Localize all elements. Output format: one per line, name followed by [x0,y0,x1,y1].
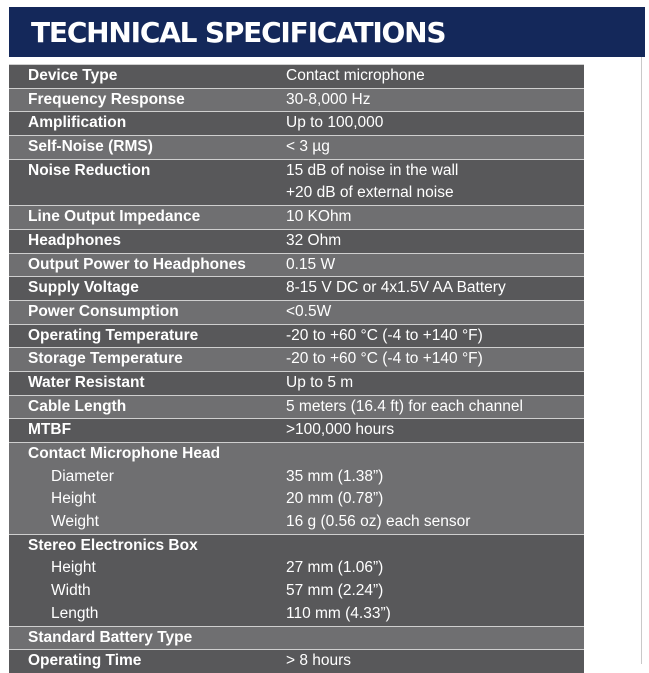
spec-label: Frequency Response [28,90,185,108]
spec-row [9,135,584,159]
spec-row [9,418,584,442]
spec-label: Operating Temperature [28,326,199,344]
spec-value: 20 mm (0.78”) [286,490,384,508]
spec-row [9,64,584,88]
spec-value: +20 dB of external noise [286,184,454,202]
spec-value: > 8 hours [286,652,352,670]
spec-value: 35 mm (1.38”) [286,467,384,485]
spec-value: 15 dB of noise in the wall [286,161,459,179]
spec-label: Standard Battery Type [28,628,193,646]
spec-value: -20 to +60 °C (-4 to +140 °F) [286,326,483,344]
spec-value: 30-8,000 Hz [286,90,371,108]
spec-value: -20 to +60 °C (-4 to +140 °F) [286,350,483,368]
spec-label: Headphones [28,231,122,249]
spec-row [9,205,584,229]
spec-label: Stereo Electronics Box [28,536,198,554]
spec-row [9,88,584,112]
spec-value: 0.15 W [286,255,336,273]
spec-value: 32 Ohm [286,231,342,249]
spec-row [9,324,584,348]
page-title: TECHNICAL SPECIFICATIONS [31,16,446,49]
spec-value: 8-15 V DC or 4x1.5V AA Battery [286,279,506,297]
spec-row [9,276,584,300]
spec-label: Device Type [28,67,118,84]
spec-label: Contact Microphone Head [28,445,221,462]
spec-value: Contact microphone [286,67,425,84]
spec-sublabel: Length [51,604,99,622]
spec-sublabel: Width [51,582,91,600]
spec-label: Power Consumption [28,302,179,320]
spec-value: < 3 µg [286,138,330,156]
spec-label: Output Power to Headphones [28,255,246,273]
spec-label: MTBF [28,421,72,439]
spec-value: 27 mm (1.06”) [286,559,384,577]
spec-row [9,182,584,205]
spec-label: Amplification [28,114,127,132]
spec-sublabel: Weight [51,513,99,531]
spec-row [9,229,584,253]
spec-row [9,300,584,324]
spec-row [9,111,584,135]
spec-row [9,371,584,395]
spec-row [9,603,584,626]
spec-row [9,488,584,511]
spec-row [9,534,584,558]
spec-value: >100,000 hours [286,421,395,439]
spec-label: Self-Noise (RMS) [28,138,153,156]
spec-value: 16 g (0.56 oz) each sensor [286,513,471,531]
spec-label: Operating Time [28,652,142,670]
spec-value: 5 meters (16.4 ft) for each channel [286,397,523,415]
right-border-line [641,57,642,664]
spec-sublabel: Diameter [51,467,114,485]
spec-value: Up to 100,000 [286,114,384,132]
spec-sublabel: Height [51,490,96,508]
spec-value: 10 KOhm [286,208,352,226]
spec-label: Line Output Impedance [28,208,201,226]
spec-row [9,511,584,534]
spec-table [9,64,584,673]
title-banner [9,7,645,57]
spec-row [9,466,584,489]
spec-row [9,159,584,183]
spec-row [9,580,584,603]
spec-row [9,347,584,371]
spec-row [9,626,584,650]
spec-row [9,649,584,673]
spec-label: Water Resistant [28,373,145,391]
spec-label: Storage Temperature [28,350,183,368]
spec-row [9,557,584,580]
spec-row [9,395,584,419]
spec-label: Cable Length [28,397,127,415]
spec-sublabel: Height [51,559,96,577]
spec-label: Supply Voltage [28,279,139,297]
spec-row [9,253,584,277]
spec-label: Noise Reduction [28,161,151,179]
spec-row [9,442,584,466]
spec-value: Up to 5 m [286,373,354,391]
spec-value: 110 mm (4.33”) [286,604,391,622]
spec-value: <0.5W [286,302,332,320]
spec-value: 57 mm (2.24”) [286,582,384,600]
